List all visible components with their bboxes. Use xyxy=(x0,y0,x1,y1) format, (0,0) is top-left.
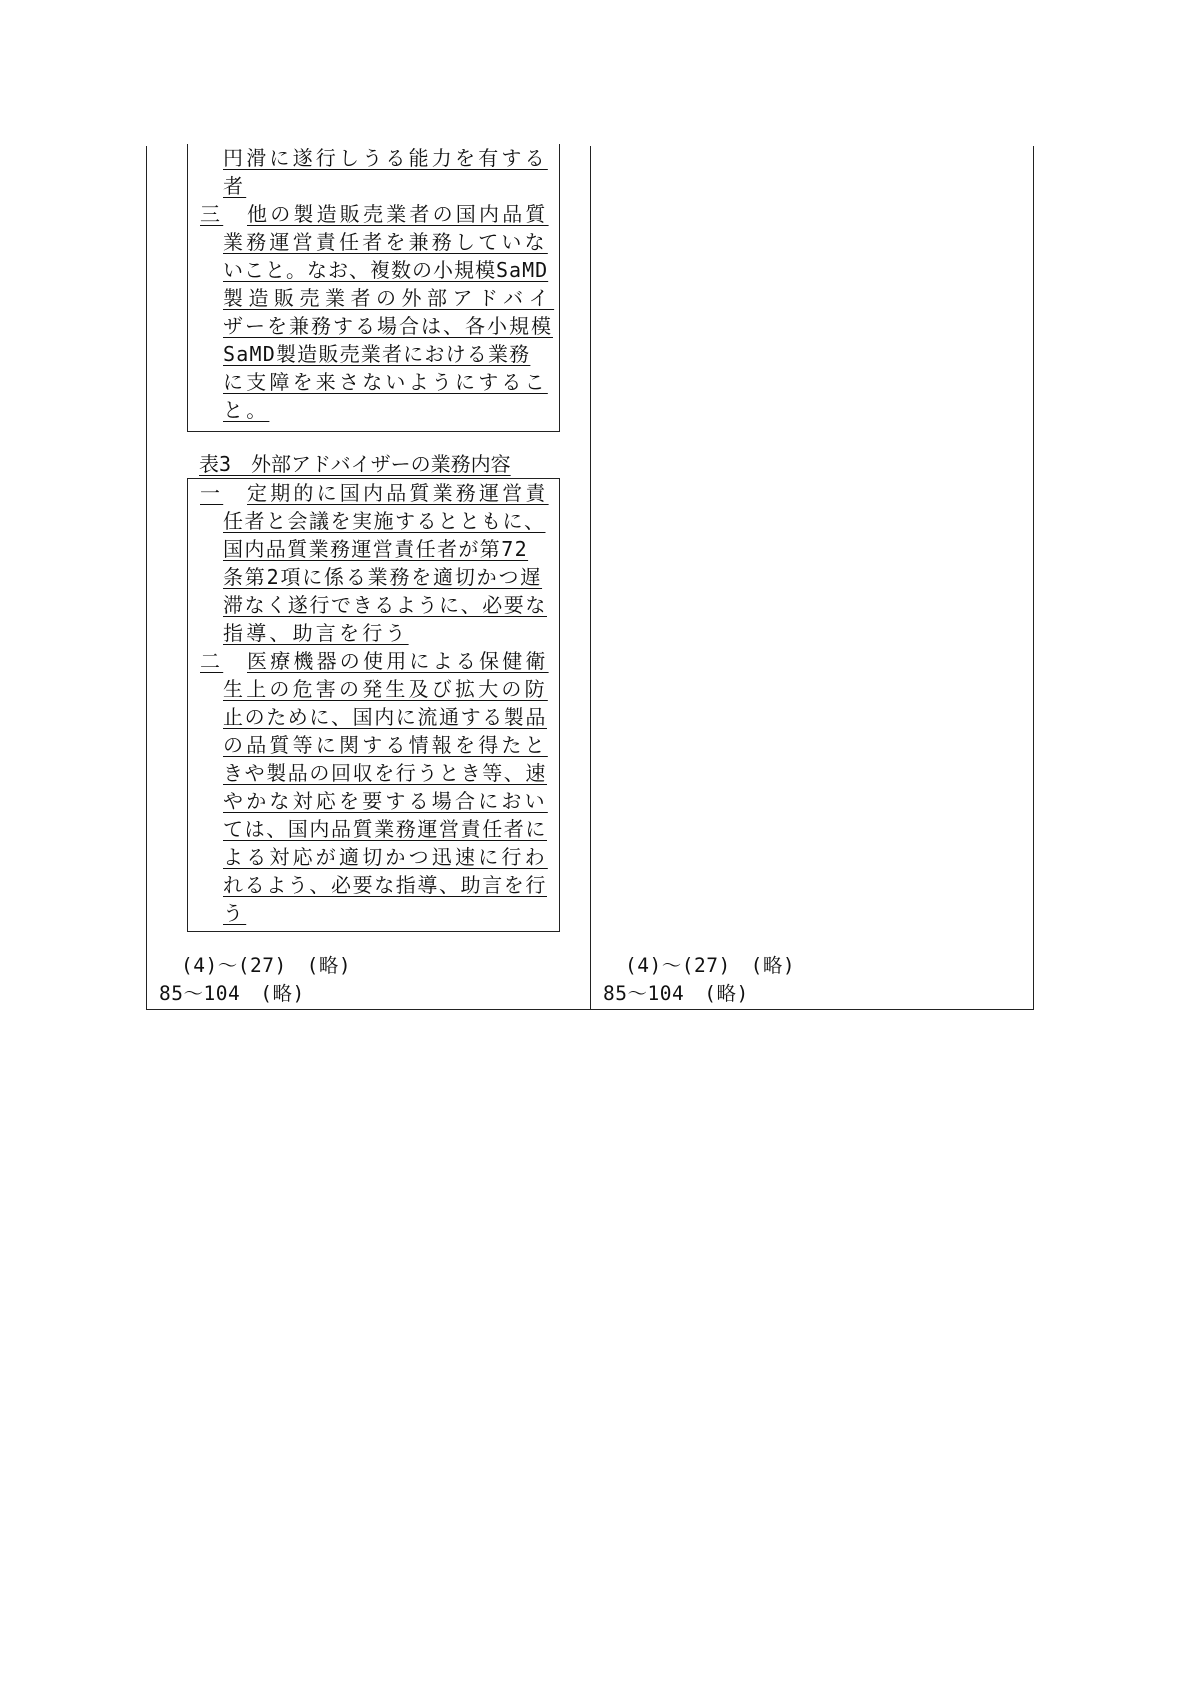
right-footer-omitted-items: (4)～(27) (略) xyxy=(625,954,796,977)
item-text-line: 生上の危害の発生及び拡大の防 xyxy=(223,677,548,701)
item-marker: 二 xyxy=(200,649,224,673)
column-divider xyxy=(590,146,591,1009)
item-text-line: の品質等に関する情報を得たと xyxy=(223,733,548,757)
item-text-line: 条第2項に係る業務を適切かつ遅 xyxy=(223,565,543,589)
item-text-line: 指導、助言を行う xyxy=(223,621,409,645)
item-text-line: 業務運営責任者を兼務していな xyxy=(223,230,548,254)
requirements-box xyxy=(187,144,560,432)
item-text-line: れるよう、必要な指導、助言を行 xyxy=(223,873,547,897)
item-marker: 一 xyxy=(200,481,224,505)
item-text-line: に支障を来さないようにするこ xyxy=(223,370,548,394)
item-text-line: 滞なく遂行できるように、必要な xyxy=(223,593,547,617)
table3-caption: 表3 外部アドバイザーの業務内容 xyxy=(199,452,511,476)
item-text-line: う xyxy=(223,901,247,925)
item-text-line: SaMD製造販売業者における業務 xyxy=(223,342,531,366)
comparison-table xyxy=(146,146,1034,1010)
item-text-line: 医療機器の使用による保健衛 xyxy=(247,649,549,673)
item-text-line: と。 xyxy=(223,398,270,422)
item-text-line: やかな対応を要する場合におい xyxy=(223,789,548,813)
item-text-line: 任者と会議を実施するとともに、 xyxy=(223,509,546,533)
item-text-line: ザーを兼務する場合は、各小規模 xyxy=(223,314,553,338)
item-text-line: よる対応が適切かつ迅速に行わ xyxy=(223,845,548,869)
item-text-line: きや製品の回収を行うとき等、速 xyxy=(223,761,547,785)
continuation-line: 円滑に遂行しうる能力を有する xyxy=(223,146,548,170)
item-marker: 三 xyxy=(200,202,224,226)
item-text-line: 他の製造販売業者の国内品質 xyxy=(247,202,549,226)
item-text-line: 製造販売業者の外部アドバイ xyxy=(223,286,555,310)
right-footer-omitted-sections: 85～104 (略) xyxy=(603,982,749,1005)
item-text-line: いこと。なお、複数の小規模SaMD xyxy=(223,258,549,282)
left-footer-omitted-items: (4)～(27) (略) xyxy=(181,954,352,977)
left-footer-omitted-sections: 85～104 (略) xyxy=(159,982,305,1005)
item-text-line: 国内品質業務運営責任者が第72 xyxy=(223,537,529,561)
continuation-line: 者 xyxy=(223,174,247,198)
item-text-line: 定期的に国内品質業務運営責 xyxy=(247,481,549,505)
item-text-line: 止のために、国内に流通する製品 xyxy=(223,705,547,729)
advisor-duties-box xyxy=(187,478,560,932)
item-text-line: ては、国内品質業務運営責任者に xyxy=(223,817,547,841)
